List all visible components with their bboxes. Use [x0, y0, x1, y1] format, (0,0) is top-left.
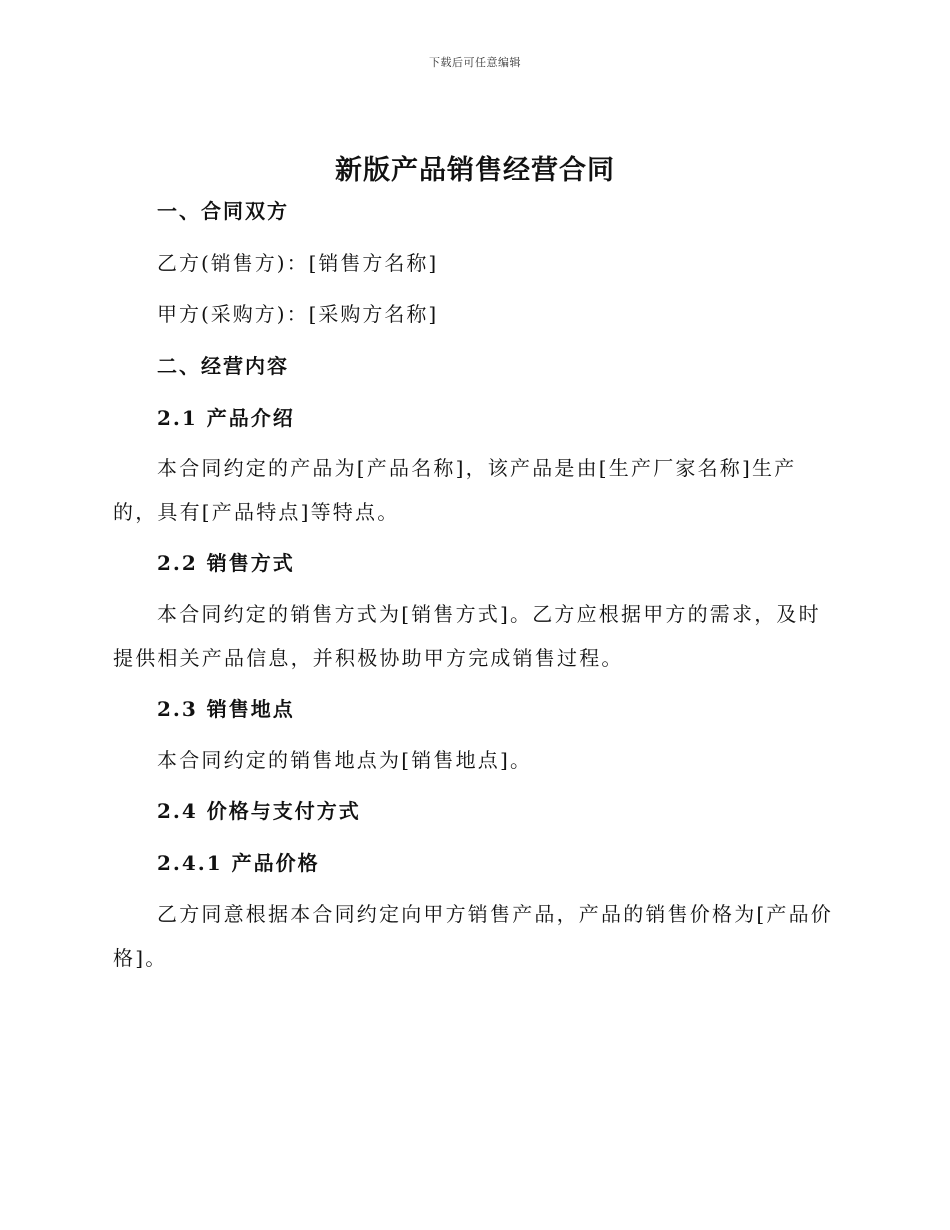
section-2-3-paragraph: 本合同约定的销售地点为[销售地点]。	[157, 748, 533, 772]
section-2-2-heading: 2.2 销售方式	[157, 551, 295, 575]
header-note: 下载后可任意编辑	[429, 56, 521, 69]
section-2-1-paragraph: 本合同约定的产品为[产品名称]，该产品是由[生产厂家名称]生产的，具有[产品特点]等特点。	[113, 456, 797, 524]
section-2-4-1-heading: 2.4.1 产品价格	[157, 851, 320, 875]
section-2-heading: 二、经营内容	[157, 354, 289, 378]
section-2-2-paragraph: 本合同约定的销售方式为[销售方式]。乙方应根据甲方的需求，及时提供相关产品信息，并积极协助甲方完成销售过程。	[113, 602, 821, 670]
document-title: 新版产品销售经营合同	[335, 155, 615, 186]
section-2-1-heading: 2.1 产品介绍	[157, 406, 295, 430]
section-2-4-heading: 2.4 价格与支付方式	[157, 799, 361, 823]
section-1-heading: 一、合同双方	[157, 199, 289, 223]
section-2-3-heading: 2.3 销售地点	[157, 697, 295, 721]
party-a-line: 甲方(采购方)：[采购方名称]	[157, 302, 439, 326]
section-2-4-1-paragraph: 乙方同意根据本合同约定向甲方销售产品，产品的销售价格为[产品价格]。	[113, 902, 834, 970]
party-b-line: 乙方(销售方)：[销售方名称]	[157, 251, 439, 275]
